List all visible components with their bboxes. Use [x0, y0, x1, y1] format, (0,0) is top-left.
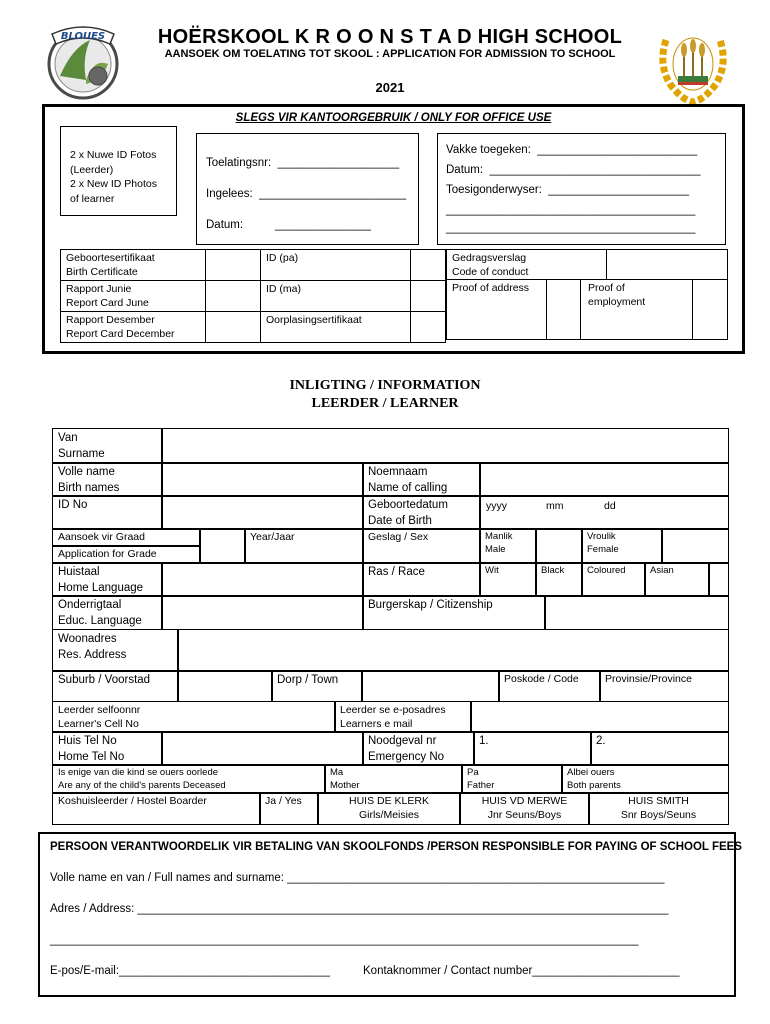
transfer-certificate-check[interactable]	[411, 312, 446, 343]
home-language-label-text-1: Huistaal	[58, 566, 100, 578]
form-year: 2021	[375, 80, 405, 95]
citizenship-label	[362, 595, 546, 630]
id-father-check[interactable]	[411, 250, 446, 281]
date-of-birth-label-text-2: Date of Birth	[368, 515, 432, 527]
photos-line-3: 2 x New ID Photos	[70, 178, 157, 190]
report-december-check[interactable]	[206, 312, 261, 343]
residential-address-input[interactable]	[177, 629, 729, 672]
home-tel-label-text-2: Home Tel No	[58, 751, 125, 763]
hostel-vd-merwe-text-1: HUIS VD MERWE	[481, 795, 568, 807]
conduct-label-1: Gedragsverslag	[452, 252, 527, 264]
town-input[interactable]	[361, 670, 500, 702]
male-label-text-2: Male	[485, 544, 506, 555]
id-number-label-text-1: ID No	[58, 499, 88, 511]
blank-line-1[interactable]: _______________________________________	[446, 204, 696, 216]
emergency-label	[362, 731, 475, 766]
grade-label-af-text-1: Aansoek vir Graad	[58, 531, 145, 543]
information-heading: INLIGTING / INFORMATION	[289, 378, 481, 393]
report-june-label: Rapport Junie Report Card June	[61, 281, 206, 312]
citizenship-input[interactable]	[544, 595, 729, 630]
province-label	[599, 670, 729, 702]
education-language-label	[52, 595, 163, 630]
hostel-de-klerk-text-1: HUIS DE KLERK	[349, 795, 429, 807]
home-language-label	[52, 562, 163, 597]
address-proof-check[interactable]	[546, 279, 581, 340]
learner-cell-label	[52, 701, 336, 733]
learner-email-label-text-2: Learners e mail	[340, 718, 413, 730]
svg-text:BLOUES: BLOUES	[60, 31, 106, 42]
residential-address-label-text-1: Woonadres	[58, 633, 117, 645]
employment-label-1: Proof of	[588, 282, 625, 294]
home-language-label-text-2: Home Language	[58, 582, 144, 594]
town-label-text-1: Dorp / Town	[277, 674, 339, 686]
office-use-title: SLEGS VIR KANTOORGEBRUIK / ONLY FOR OFFICE USE	[235, 112, 552, 124]
birth-names-label	[52, 462, 163, 497]
citizenship-label-text-1: Burgerskap / Citizenship	[368, 599, 493, 611]
race-white-text-1: Wit	[485, 565, 499, 576]
calling-name-label	[362, 462, 481, 497]
dob-format-3: dd	[604, 500, 616, 512]
hostel-yes-check-text-1: Ja / Yes	[265, 795, 302, 807]
hostel-label	[52, 792, 261, 825]
female-label	[581, 528, 663, 564]
responsible-email-field[interactable]: E-pos/E-mail:_________________________________	[50, 965, 331, 977]
id-mother-check[interactable]	[411, 281, 446, 312]
learner-cell-label-text-2: Learner's Cell No	[58, 718, 139, 730]
read-in-field[interactable]: Ingelees: _______________________	[206, 188, 407, 200]
date-of-birth-label	[362, 495, 481, 530]
photos-line-1: 2 x Nuwe ID Fotos	[70, 149, 157, 161]
birth-names-label-text-1: Volle name	[58, 466, 115, 478]
form-subtitle: AANSOEK OM TOELATING TOT SKOOL : APPLICATION FOR ADMISSION TO SCHOOL	[164, 48, 616, 60]
dob-format-2: mm	[546, 500, 564, 512]
responsible-fullnames-field[interactable]: Volle name en van / Full names and surname: ___________________________________________________________	[50, 872, 665, 884]
responsible-address-line-2[interactable]: ____________________________________________________________________________________________	[50, 934, 639, 946]
emergency-1-input[interactable]	[473, 731, 592, 766]
grade-input[interactable]	[199, 528, 246, 564]
documents-checklist	[60, 249, 446, 343]
father-deceased-check-text-2: Father	[467, 780, 495, 791]
hostel-vd-merwe[interactable]	[459, 792, 590, 825]
suburb-label	[52, 670, 179, 702]
employment-label-2: employment	[588, 296, 646, 308]
birth-certificate-check[interactable]	[206, 250, 261, 281]
suburb-input[interactable]	[177, 670, 273, 702]
subjects-date-field[interactable]: Datum: _________________________________	[446, 164, 701, 176]
surname-label	[52, 428, 163, 464]
emergency-2-input-text-1: 2.	[596, 735, 606, 747]
education-language-label-text-2: Educ. Language	[58, 615, 142, 627]
admission-date-field[interactable]: Datum: _______________	[206, 219, 371, 231]
postcode-label	[498, 670, 601, 702]
surname-input[interactable]	[161, 428, 729, 464]
learner-email-label	[334, 701, 472, 733]
both-deceased-check-text-1: Albei ouers	[567, 767, 615, 778]
male-label-text-1: Manlik	[485, 531, 513, 542]
town-label	[271, 670, 363, 702]
gender-label-text-1: Geslag / Sex	[368, 531, 429, 543]
residential-address-label-text-2: Res. Address	[58, 649, 127, 661]
postcode-label-text-1: Poskode / Code	[504, 673, 579, 685]
hostel-de-klerk[interactable]	[317, 792, 461, 825]
emergency-1-input-text-1: 1.	[479, 735, 489, 747]
education-language-input[interactable]	[161, 595, 364, 630]
mother-deceased-check-text-1: Ma	[330, 767, 344, 778]
residential-address-label	[52, 629, 179, 672]
home-tel-label-text-1: Huis Tel No	[58, 735, 117, 747]
id-father-label: ID (pa)	[261, 250, 411, 281]
race-coloured[interactable]	[581, 562, 646, 597]
birth-names-input[interactable]	[161, 462, 364, 497]
grade-label-en-text-1: Application for Grade	[58, 548, 157, 560]
employment-proof-check[interactable]	[692, 279, 728, 340]
deceased-parents-label-text-1: Is enige van die kind se ouers oorlede	[58, 767, 219, 778]
female-label-text-2: Female	[587, 544, 619, 555]
race-asian-text-1: Asian	[650, 565, 674, 576]
id-number-label	[52, 495, 163, 530]
conduct-label-2: Code of conduct	[452, 266, 529, 278]
emergency-label-text-1: Noodgeval nr	[368, 735, 437, 747]
emergency-2-input[interactable]	[590, 731, 729, 766]
race-black[interactable]	[535, 562, 583, 597]
deceased-parents-label-text-2: Are any of the child's parents Deceased	[58, 780, 226, 791]
conduct-check[interactable]	[606, 249, 728, 280]
hostel-de-klerk-text-2: Girls/Meisies	[358, 809, 420, 821]
year-label-text-1: Year/Jaar	[250, 531, 295, 543]
home-tel-input[interactable]	[161, 731, 364, 766]
male-label	[479, 528, 537, 564]
race-black-text-1: Black	[541, 565, 565, 576]
father-deceased-check[interactable]	[461, 764, 563, 794]
female-check[interactable]	[661, 528, 729, 564]
birth-certificate-label: Geboortesertifikaat Birth Certificate	[61, 250, 206, 281]
province-label-text-1: Provinsie/Province	[605, 673, 692, 685]
home-language-input[interactable]	[161, 562, 364, 597]
address-proof-label: Proof of address	[452, 282, 530, 294]
date-of-birth-input[interactable]	[479, 495, 729, 530]
female-label-text-1: Vroulik	[587, 531, 616, 542]
learner-heading: LEERDER / LEARNER	[311, 396, 459, 411]
hostel-smith-text-2: Snr Boys/Seuns	[620, 809, 697, 821]
learner-email-label-text-1: Leerder se e-posadres	[340, 704, 446, 716]
race-extra[interactable]	[708, 562, 729, 597]
calling-name-input[interactable]	[479, 462, 729, 497]
surname-label-text-1: Van	[58, 432, 78, 444]
school-title: HOËRSKOOL K R O O N S T A D HIGH SCHOOL	[157, 26, 623, 48]
father-deceased-check-text-1: Pa	[467, 767, 479, 778]
school-crest-logo	[42, 18, 124, 102]
hostel-smith-text-1: HUIS SMITH	[628, 795, 689, 807]
id-mother-label: ID (ma)	[261, 281, 411, 312]
both-deceased-check[interactable]	[561, 764, 729, 794]
admission-number-field[interactable]: Toelatingsnr: ___________________	[206, 157, 400, 169]
transfer-certificate-label: Oorplasingsertifikaat	[261, 312, 411, 343]
gender-label	[362, 528, 481, 564]
blank-line-2[interactable]: _______________________________________	[446, 222, 696, 234]
male-check[interactable]	[535, 528, 583, 564]
responsible-contact-field[interactable]: Kontaknommer / Contact number_______________________	[363, 965, 680, 977]
dob-format-1: yyyy	[486, 500, 507, 512]
emergency-label-text-2: Emergency No	[368, 751, 445, 763]
photos-line-2: (Leerder)	[70, 164, 114, 176]
race-coloured-text-1: Coloured	[587, 565, 626, 576]
race-label	[362, 562, 481, 597]
hostel-label-text-1: Koshuisleerder / Hostel Boarder	[58, 795, 207, 807]
subjects-field[interactable]: Vakke toegeken: _________________________	[446, 144, 698, 156]
birth-names-label-text-2: Birth names	[58, 482, 120, 494]
responsible-address-field[interactable]: Adres / Address: ___________________________________________________________________________________	[50, 903, 669, 915]
race-white[interactable]	[479, 562, 537, 597]
learner-email-input[interactable]	[470, 701, 729, 733]
home-tel-label	[52, 731, 163, 766]
year-label	[244, 528, 364, 564]
supervisor-field[interactable]: Toesigonderwyser: ______________________	[446, 184, 689, 196]
hostel-vd-merwe-text-2: Jnr Seuns/Boys	[487, 809, 562, 821]
school-badge-logo	[652, 20, 734, 104]
education-language-label-text-1: Onderrigtaal	[58, 599, 122, 611]
id-number-input[interactable]	[161, 495, 364, 530]
surname-label-text-2: Surname	[58, 448, 105, 460]
hostel-smith[interactable]	[588, 792, 729, 825]
hostel-yes-check[interactable]	[259, 792, 319, 825]
report-december-label: Rapport Desember Report Card December	[61, 312, 206, 343]
date-of-birth-label-text-1: Geboortedatum	[368, 499, 448, 511]
report-june-check[interactable]	[206, 281, 261, 312]
deceased-parents-label	[52, 764, 326, 794]
both-deceased-check-text-2: Both parents	[567, 780, 621, 791]
race-label-text-1: Ras / Race	[368, 566, 425, 578]
fees-title: PERSOON VERANTWOORDELIK VIR BETALING VAN SKOOLFONDS /PERSON RESPONSIBLE FOR PAYING OF SCHOOL FEES	[50, 841, 742, 853]
photos-line-4: of learner	[70, 193, 115, 205]
suburb-label-text-1: Suburb / Voorstad	[58, 674, 151, 686]
calling-name-label-text-2: Name of calling	[368, 482, 448, 494]
race-asian[interactable]	[644, 562, 710, 597]
calling-name-label-text-1: Noemnaam	[368, 466, 428, 478]
mother-deceased-check-text-2: Mother	[330, 780, 360, 791]
learner-cell-label-text-1: Leerder selfoonnr	[58, 704, 141, 716]
mother-deceased-check[interactable]	[324, 764, 463, 794]
